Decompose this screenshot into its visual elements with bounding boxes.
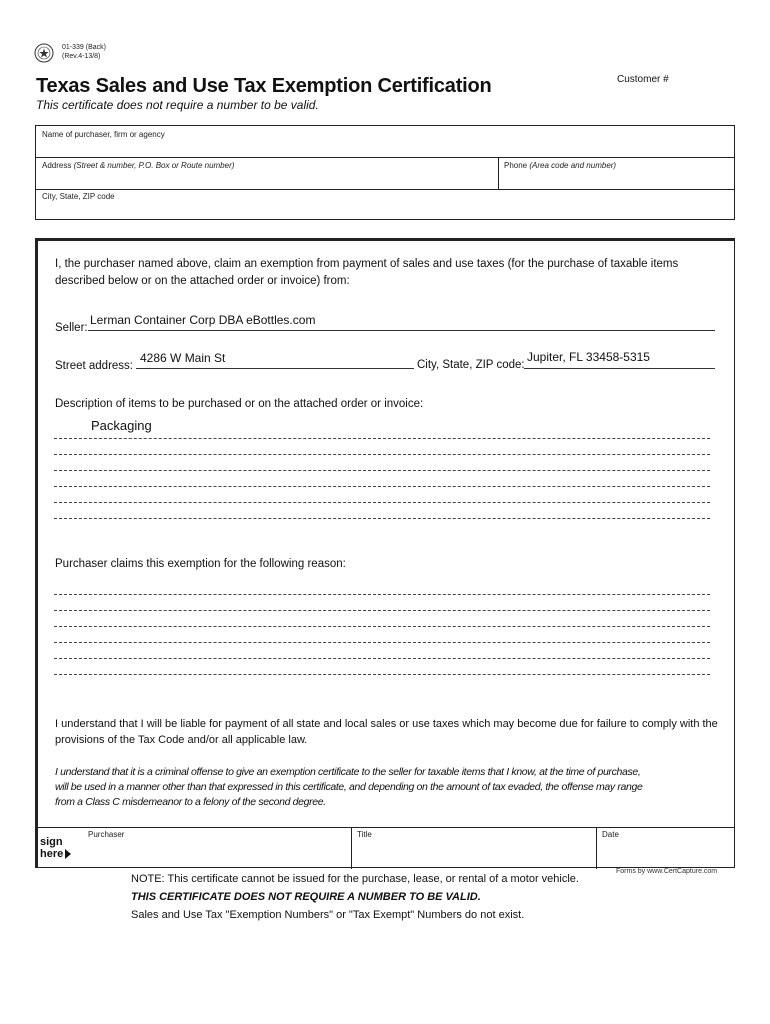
purchaser-info-box [35, 125, 735, 220]
street-address-label: Street address: [55, 360, 133, 372]
signature-row [35, 827, 735, 869]
reason-lines[interactable] [54, 590, 710, 675]
reason-line [54, 594, 710, 595]
purchaser-name-field[interactable] [36, 126, 734, 158]
seller-label: Seller: [55, 322, 88, 334]
customer-number-label: Customer # [617, 74, 669, 85]
arrow-right-icon [64, 848, 72, 860]
seller-field[interactable] [88, 312, 715, 331]
phone-field[interactable] [498, 158, 734, 189]
sign-here-line1: sign [40, 836, 63, 848]
form-revision: (Rev.4-13/8) [62, 53, 101, 60]
liability-statement: I understand that I will be liable for payment of all state and local sales or use taxes which may become due for failure to comply with the provisions of the Tax Code and/or all applicable law. [55, 718, 718, 746]
address-label: Address (Street & number, P.O. Box or Route number) [42, 161, 235, 170]
title-label: Title [357, 830, 372, 839]
notes-block [131, 870, 579, 924]
form-number-block [62, 43, 106, 61]
description-line [54, 486, 710, 487]
exemption-numbers-note: Sales and Use Tax "Exemption Numbers" or "Tax Exempt" Numbers do not exist. [131, 909, 525, 921]
seller-value: Lerman Container Corp DBA eBottles.com [90, 313, 316, 327]
criminal-offense-statement [55, 765, 735, 810]
page-title: Texas Sales and Use Tax Exemption Certification [36, 75, 492, 97]
description-label: Description of items to be purchased or on the attached order or invoice: [55, 398, 424, 410]
title-field[interactable] [351, 828, 597, 869]
street-address-value: 4286 W Main St [140, 351, 226, 365]
motor-vehicle-note: NOTE: This certificate cannot be issued for the purchase, lease, or rental of a motor vehicle. [131, 873, 579, 885]
description-line [54, 518, 710, 519]
purchaser-signature-label: Purchaser [88, 830, 125, 839]
city-state-zip-label: City, State, ZIP code [42, 192, 115, 201]
reason-label: Purchaser claims this exemption for the following reason: [55, 558, 346, 570]
date-field[interactable] [596, 828, 735, 869]
claim-statement: I, the purchaser named above, claim an exemption from payment of sales and use taxes (for the purchase of taxable items described below or on the attached order or invoice) from: [55, 258, 679, 287]
seller-city-label: City, State, ZIP code: [417, 359, 525, 371]
address-field[interactable] [36, 158, 498, 189]
sign-here-line2: here [40, 847, 64, 860]
address-row [36, 158, 734, 190]
city-state-zip-field[interactable] [36, 190, 734, 219]
phone-label: Phone (Area code and number) [504, 161, 617, 170]
reason-line [54, 626, 710, 627]
sign-here-marker [40, 837, 72, 860]
page-subtitle: This certificate does not require a number to be valid. [36, 98, 319, 112]
form-number: 01-339 (Back) [62, 44, 106, 51]
reason-line [54, 658, 710, 659]
reason-line [54, 642, 710, 643]
texas-seal-icon [34, 43, 54, 63]
description-lines[interactable] [54, 432, 710, 519]
description-value: Packaging [91, 418, 152, 433]
description-line [54, 438, 710, 439]
criminal-offense-line: will be used in a manner other than that expressed in this certificate, and depending on the amount of tax evaded, the offense may range [55, 781, 643, 793]
form-credit: Forms by www.CertCapture.com [616, 868, 718, 875]
description-line [54, 470, 710, 471]
street-address-field[interactable] [136, 350, 414, 369]
description-line [54, 454, 710, 455]
seller-city-field[interactable] [524, 350, 715, 369]
date-label: Date [602, 830, 619, 839]
criminal-offense-line: I understand that it is a criminal offense to give an exemption certificate to the seller for taxable items that I know, at the time of purchase, [55, 766, 641, 778]
no-number-note: THIS CERTIFICATE DOES NOT REQUIRE A NUMBER TO BE VALID. [131, 891, 481, 903]
purchaser-name-label: Name of purchaser, firm or agency [42, 130, 165, 139]
reason-line [54, 674, 710, 675]
purchaser-signature-field[interactable] [82, 828, 351, 869]
criminal-offense-line: from a Class C misdemeanor to a felony of the second degree. [55, 796, 326, 808]
reason-line [54, 610, 710, 611]
seller-city-value: Jupiter, FL 33458-5315 [527, 350, 650, 364]
description-line [54, 502, 710, 503]
